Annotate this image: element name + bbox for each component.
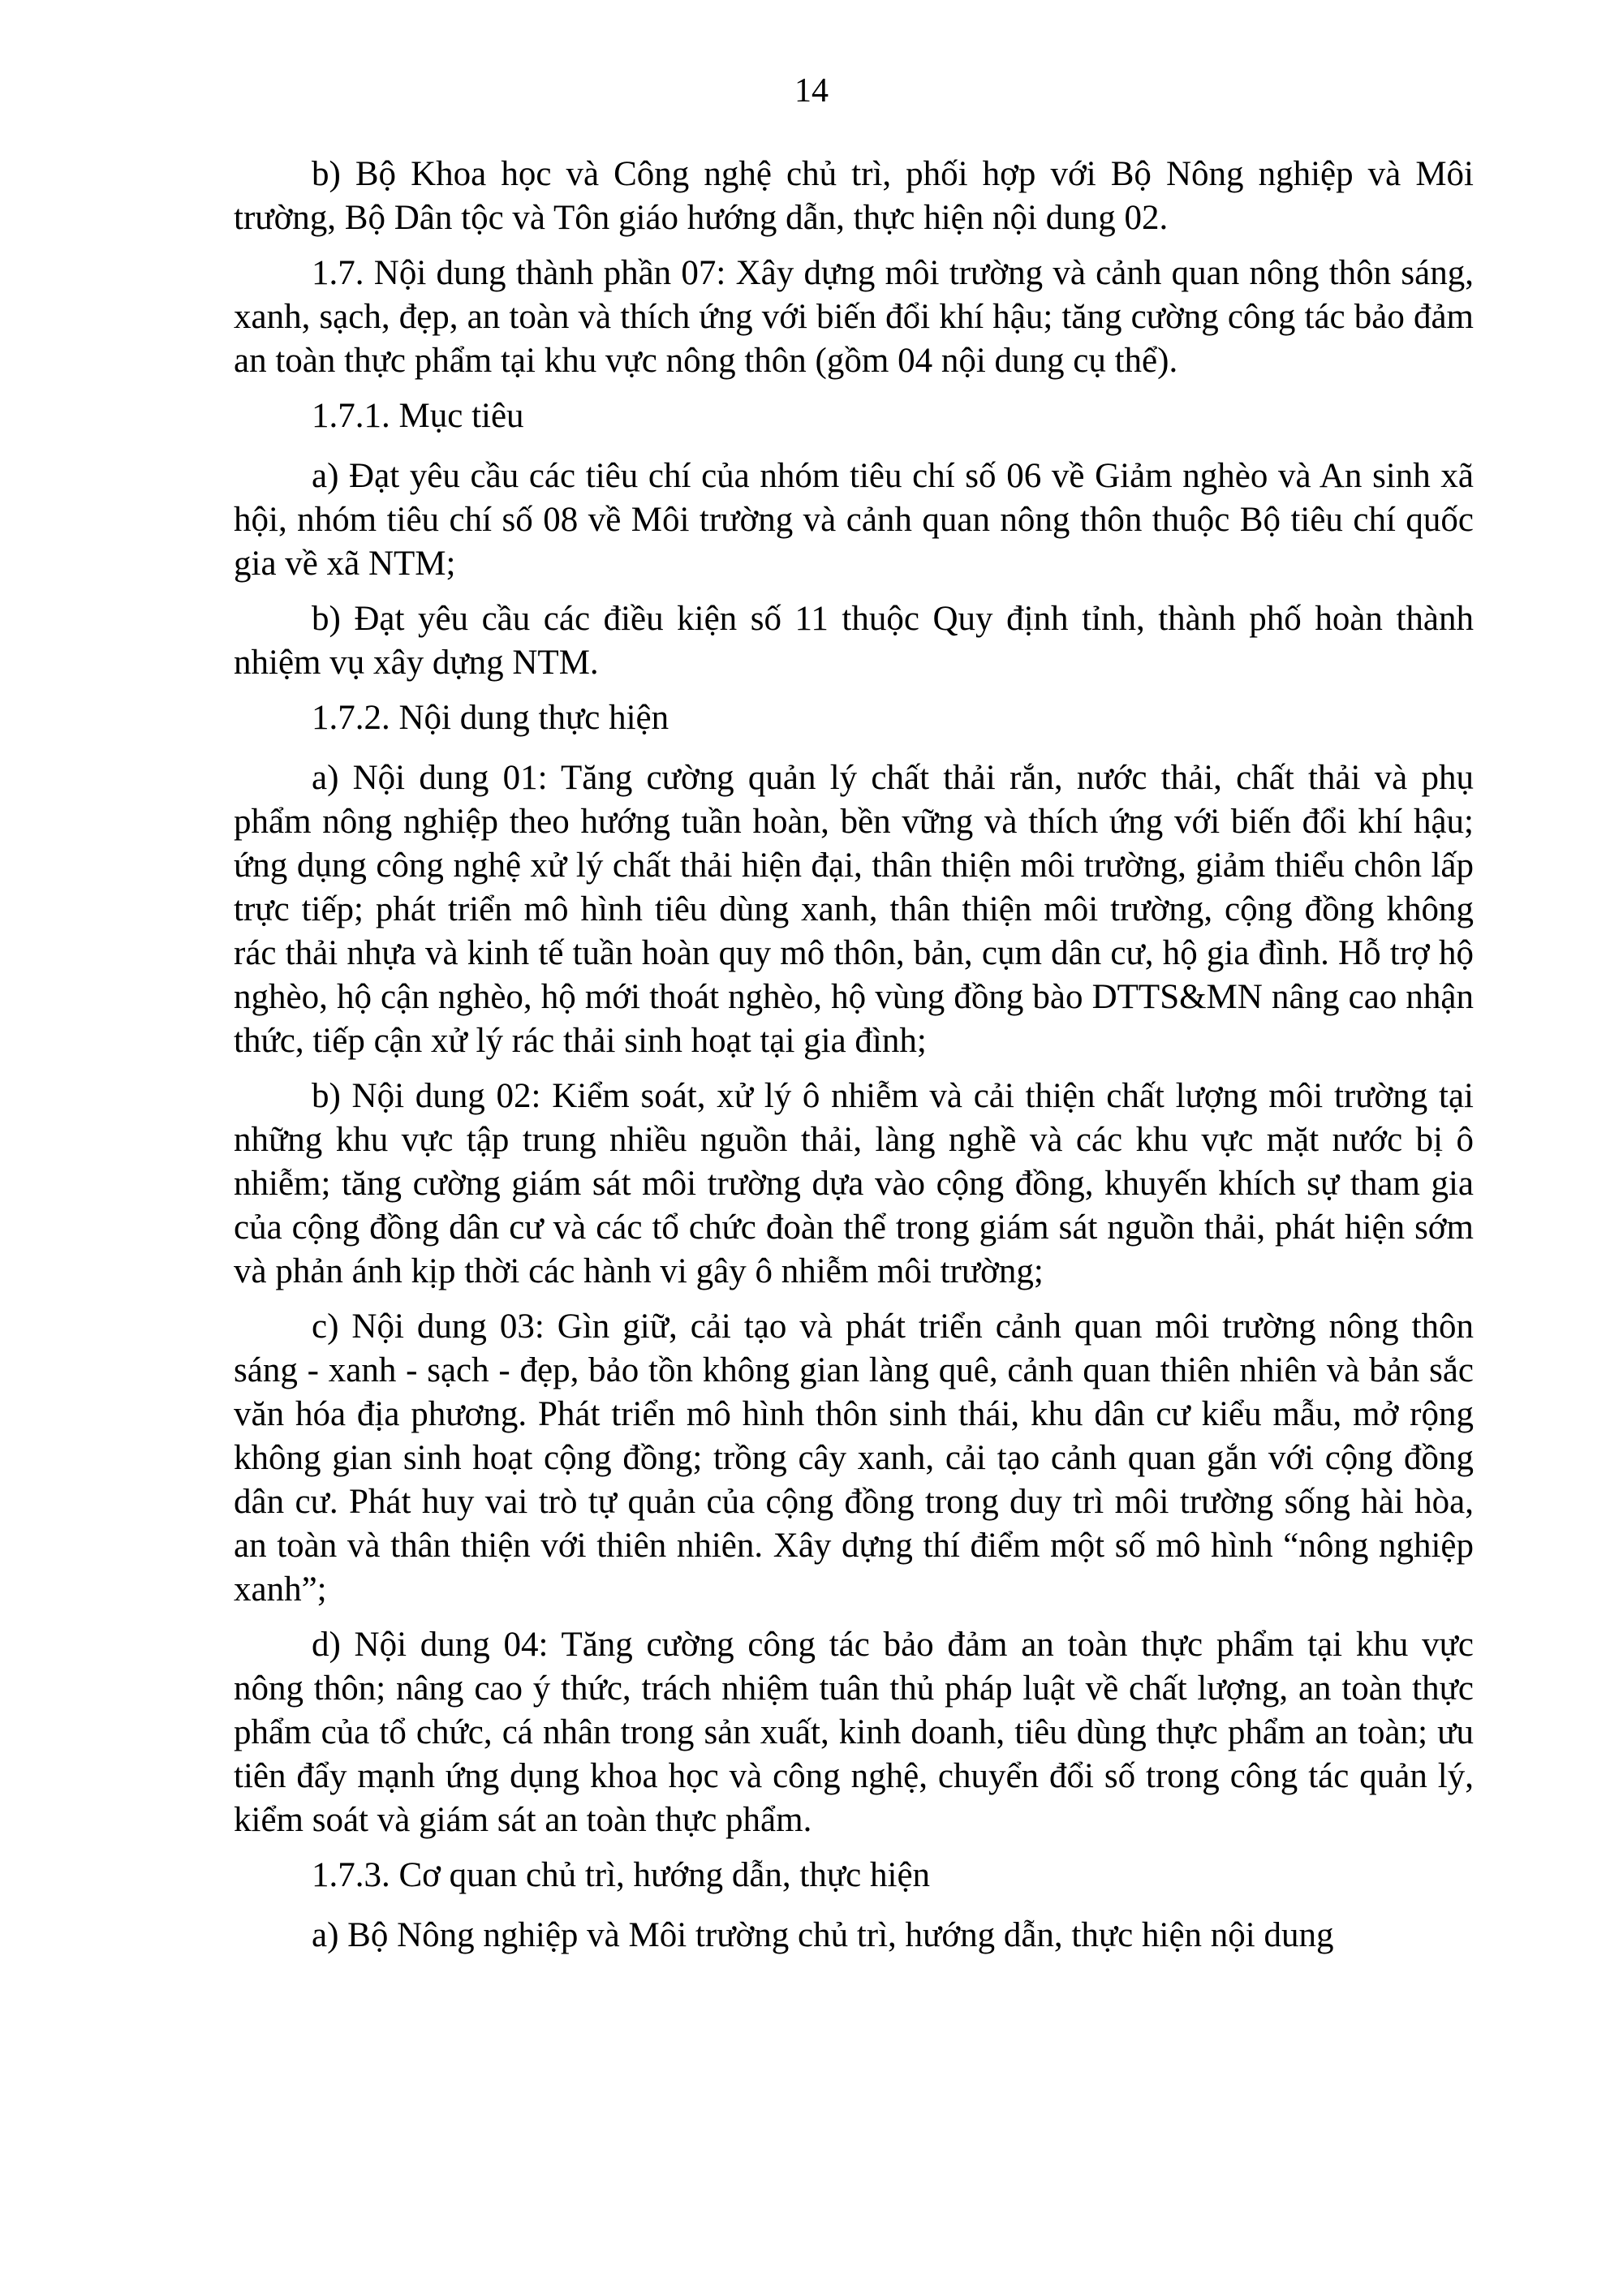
section-1-7-1-heading: 1.7.1. Mục tiêu xyxy=(312,397,524,435)
objective-a: a) Đạt yêu cầu các tiêu chí của nhóm tiêu chí số 06 về Giảm nghèo và An sinh xã hội, nhóm tiêu chí số 08 về Môi trường và cảnh quan nông thôn thuộc Bộ tiêu chí quốc gia về xã NTM; xyxy=(234,457,1474,583)
section-1-7-heading: 1.7. Nội dung thành phần 07: Xây dựng môi trường và cảnh quan nông thôn sáng, xanh, sạch, đẹp, an toàn và thích ứng với biến đổi khí hậu; tăng cường công tác bảo đảm an toàn thực phẩm tại khu vực nông thôn (gồm 04 nội dung cụ thể). xyxy=(234,254,1474,380)
section-1-7-2-heading: 1.7.2. Nội dung thực hiện xyxy=(312,699,669,737)
objective-b: b) Đạt yêu cầu các điều kiện số 11 thuộc Quy định tỉnh, thành phố hoàn thành nhiệm vụ xây dựng NTM. xyxy=(234,600,1474,682)
content-item-d: d) Nội dung 04: Tăng cường công tác bảo đảm an toàn thực phẩm tại khu vực nông thôn; nâng cao ý thức, trách nhiệm tuân thủ pháp luật về chất lượng, an toàn thực phẩm của tổ chức, cá nhân trong sản xuất, kinh doanh, tiêu dùng thực phẩm an toàn; ưu tiên đẩy mạnh ứng dụng khoa học và công nghệ, chuyển đổi số trong công tác quản lý, kiểm soát và giám sát an toàn thực phẩm. xyxy=(234,1626,1474,1839)
paragraph-b-ministry-science: b) Bộ Khoa học và Công nghệ chủ trì, phối hợp với Bộ Nông nghiệp và Môi trường, Bộ Dân tộc và Tôn giáo hướng dẫn, thực hiện nội dung 02. xyxy=(234,155,1474,237)
content-item-c: c) Nội dung 03: Gìn giữ, cải tạo và phát triển cảnh quan môi trường nông thôn sáng - xanh - sạch - đẹp, bảo tồn không gian làng quê, cảnh quan thiên nhiên và bản sắc văn hóa địa phương. Phát triển mô hình thôn sinh thái, khu dân cư kiểu mẫu, mở rộng không gian sinh hoạt cộng đồng; trồng cây xanh, cải tạo cảnh quan gắn với cộng đồng dân cư. Phát huy vai trò tự quản của cộng đồng trong duy trì môi trường sống hài hòa, an toàn và thân thiện với thiên nhiên. Xây dựng thí điểm một số mô hình “nông nghiệp xanh”; xyxy=(234,1307,1474,1609)
page-number: 14 xyxy=(794,72,829,110)
section-1-7-3-heading: 1.7.3. Cơ quan chủ trì, hướng dẫn, thực hiện xyxy=(312,1856,931,1894)
agency-item-a: a) Bộ Nông nghiệp và Môi trường chủ trì, hướng dẫn, thực hiện nội dung xyxy=(312,1916,1334,1954)
content-item-b: b) Nội dung 02: Kiểm soát, xử lý ô nhiễm và cải thiện chất lượng môi trường tại những khu vực tập trung nhiều nguồn thải, làng nghề và các khu vực mặt nước bị ô nhiễm; tăng cường giám sát môi trường dựa vào cộng đồng, khuyến khích sự tham gia của cộng đồng dân cư và các tổ chức đoàn thể trong giám sát nguồn thải, phát hiện sớm và phản ánh kịp thời các hành vi gây ô nhiễm môi trường; xyxy=(234,1077,1474,1290)
content-item-a: a) Nội dung 01: Tăng cường quản lý chất thải rắn, nước thải, chất thải và phụ phẩm nông nghiệp theo hướng tuần hoàn, bền vững và thích ứng với biến đổi khí hậu; ứng dụng công nghệ xử lý chất thải hiện đại, thân thiện môi trường, giảm thiểu chôn lấp trực tiếp; phát triển mô hình tiêu dùng xanh, thân thiện môi trường, cộng đồng không rác thải nhựa và kinh tế tuần hoàn quy mô thôn, bản, cụm dân cư, hộ gia đình. Hỗ trợ hộ nghèo, hộ cận nghèo, hộ mới thoát nghèo, hộ vùng đồng bào DTTS&MN nâng cao nhận thức, tiếp cận xử lý rác thải sinh hoạt tại gia đình; xyxy=(234,759,1474,1060)
document-body xyxy=(234,153,1474,1969)
